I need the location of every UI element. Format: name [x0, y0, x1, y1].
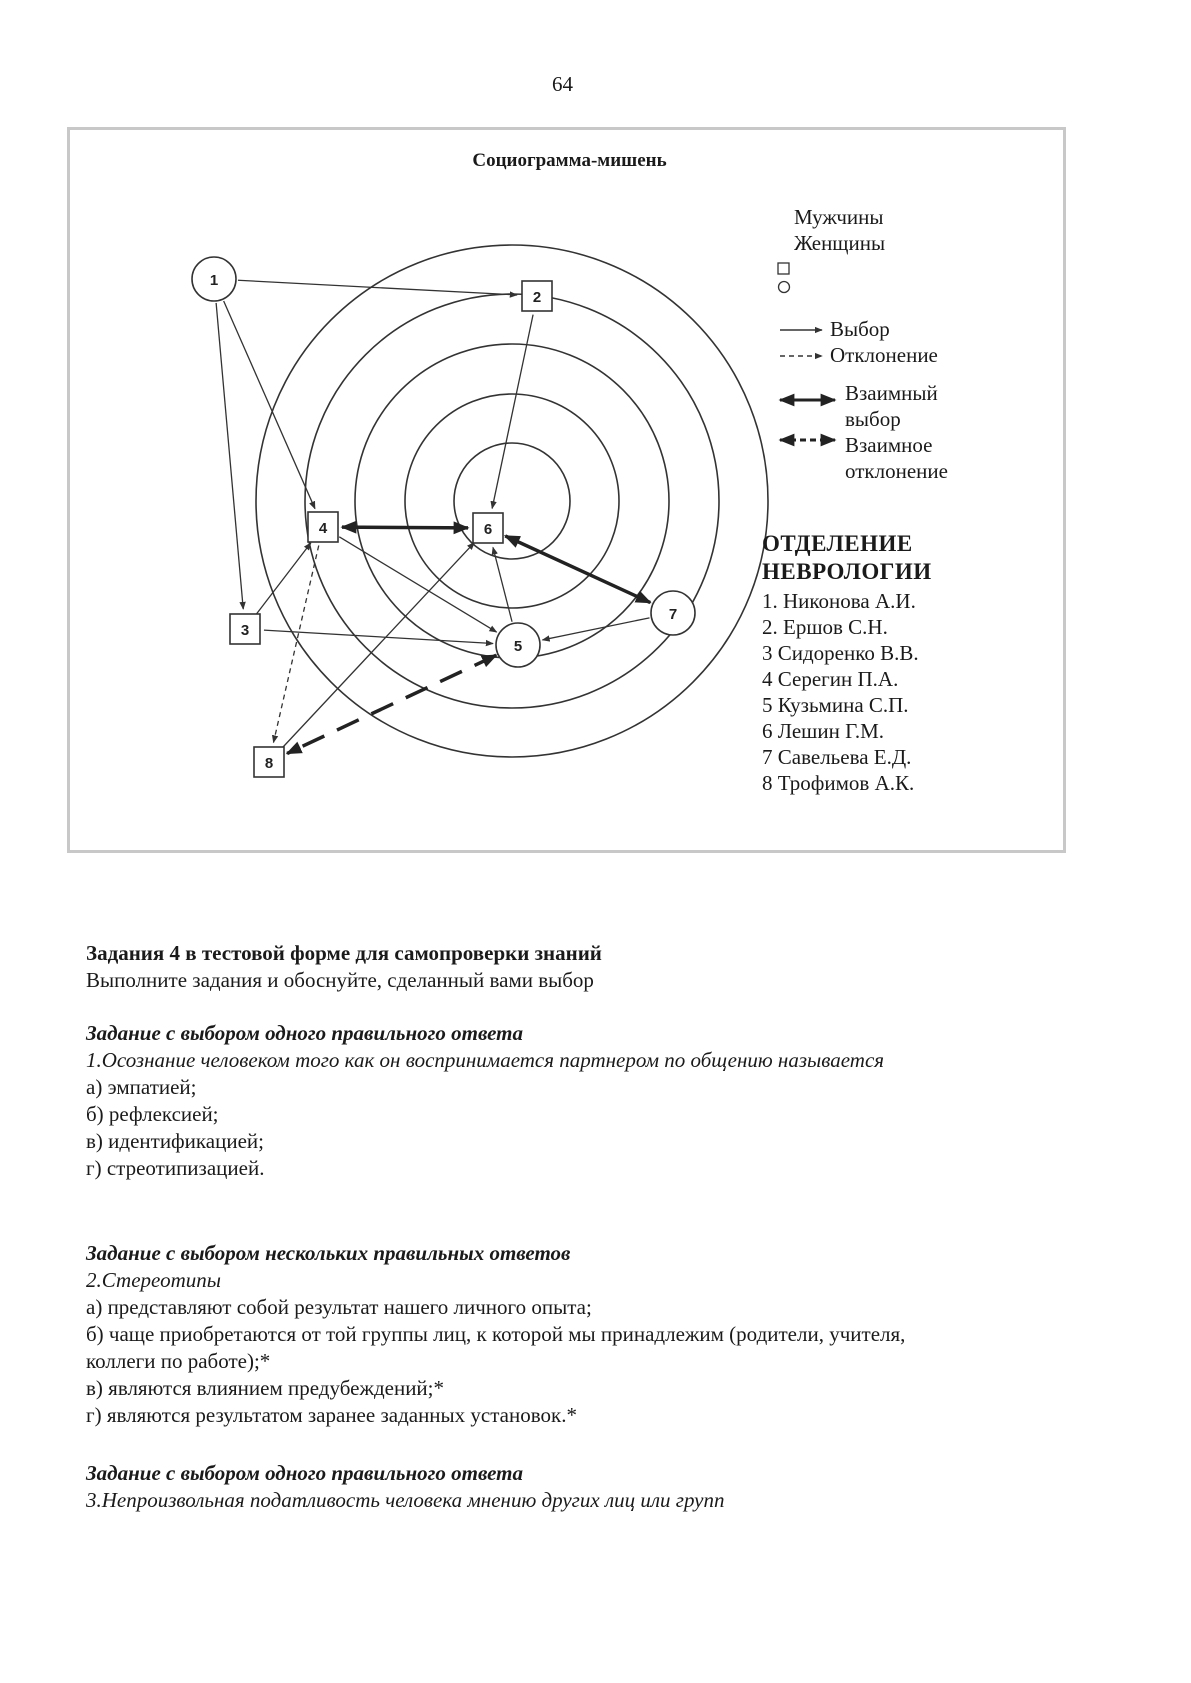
- task-1-question: 1.Осознание человеком того как он воспринимается партнером по общению называется: [86, 1048, 885, 1072]
- edge-8-6: [282, 543, 474, 749]
- section-header: [86, 940, 1086, 994]
- sociogram-svg: [70, 130, 1069, 856]
- member-item: 5 Кузьмина С.П.: [762, 693, 909, 717]
- legend-mutual-rejection-label-1: Взаимное: [845, 433, 933, 457]
- node-label: 5: [513, 638, 523, 655]
- edge-6-7: [505, 536, 650, 603]
- node-4: [308, 512, 338, 542]
- edge-1-4: [224, 301, 315, 509]
- target-rings: [256, 245, 768, 757]
- member-item: 1. Никонова А.И.: [762, 589, 916, 613]
- node-label: 8: [264, 755, 274, 772]
- figure-title: Социограмма-мишень: [472, 150, 667, 171]
- edge-layer: [216, 280, 650, 753]
- edge-1-3: [216, 303, 243, 609]
- node-layer: [192, 257, 695, 777]
- legend-rejection-label: Отклонение: [830, 343, 938, 367]
- node-5: [496, 623, 540, 667]
- edge-7-5: [542, 618, 649, 640]
- task-2-option: г) являются результатом заранее заданных установок.*: [86, 1403, 577, 1427]
- node-1: [192, 257, 236, 301]
- legend-symbols: [778, 263, 835, 440]
- task-2-option: б) чаще приобретаются от той группы лиц, к которой мы принадлежим (родители, учителя,: [86, 1322, 906, 1346]
- legend-men-label: Мужчины: [794, 205, 884, 229]
- task-3: [86, 1460, 1086, 1514]
- section-instruction: Выполните задания и обоснуйте, сделанный вами выбор: [86, 968, 594, 992]
- member-item: 2. Ершов С.Н.: [762, 615, 888, 639]
- node-2: [522, 281, 552, 311]
- task-1-option: г) стреотипизацией.: [86, 1156, 265, 1180]
- legend-men-symbol: [778, 263, 789, 274]
- legend-mutual-rejection-label-2: отклонение: [845, 459, 948, 483]
- task-1-option: б) рефлексией;: [86, 1102, 219, 1126]
- task-3-type: Задание с выбором одного правильного ответа: [86, 1461, 523, 1485]
- ring-1: [454, 443, 570, 559]
- node-3: [230, 614, 260, 644]
- task-1-option: а) эмпатией;: [86, 1075, 197, 1099]
- member-item: 7 Савельева Е.Д.: [762, 745, 912, 769]
- section-heading: Задания 4 в тестовой форме для самопроверки знаний: [86, 941, 602, 965]
- legend-mutual-choice-label-2: выбор: [845, 407, 901, 431]
- node-label: 3: [240, 622, 250, 639]
- member-item: 3 Сидоренко В.В.: [762, 641, 919, 665]
- department-title-line2: НЕВРОЛОГИИ: [762, 559, 932, 584]
- node-label: 6: [483, 521, 493, 538]
- task-3-question: 3.Непроизвольная податливость человека мнению других лиц или групп: [86, 1488, 725, 1512]
- member-item: 6 Лешин Г.М.: [762, 719, 885, 743]
- node-6: [473, 513, 503, 543]
- ring-5: [256, 245, 768, 757]
- task-1: [86, 1020, 1086, 1182]
- task-2-option: а) представляют собой результат нашего личного опыта;: [86, 1295, 592, 1319]
- department-title: [762, 530, 932, 586]
- legend-choice-label: Выбор: [830, 317, 890, 341]
- task-2-option: в) являются влиянием предубеждений;*: [86, 1376, 445, 1400]
- task-1-option: в) идентификацией;: [86, 1129, 264, 1153]
- task-2: [86, 1240, 1086, 1429]
- task-2-type: Задание с выбором нескольких правильных ответов: [86, 1241, 571, 1265]
- member-item: 8 Трофимов А.К.: [762, 771, 915, 795]
- task-1-type: Задание с выбором одного правильного ответа: [86, 1021, 523, 1045]
- node-8: [254, 747, 284, 777]
- task-2-option: коллеги по работе);*: [86, 1349, 271, 1373]
- node-7: [651, 591, 695, 635]
- edge-4-8: [273, 546, 318, 743]
- legend-women-label: Женщины: [794, 231, 886, 255]
- department-title-line1: ОТДЕЛЕНИЕ: [762, 531, 913, 556]
- sociogram-figure: [67, 127, 1066, 853]
- ring-2: [405, 394, 619, 608]
- member-list: [762, 588, 919, 796]
- node-label: 7: [668, 606, 678, 623]
- node-label: 2: [532, 289, 542, 306]
- legend-mutual-choice-label-1: Взаимный: [845, 381, 938, 405]
- ring-3: [355, 344, 669, 658]
- member-item: 4 Серегин П.А.: [762, 667, 899, 691]
- node-label: 4: [318, 520, 328, 537]
- edge-4-6: [342, 527, 468, 528]
- page-number: 64: [552, 72, 573, 96]
- edge-3-4: [257, 543, 311, 614]
- node-label: 1: [209, 272, 219, 289]
- legend-women-symbol: [779, 282, 790, 293]
- task-2-question: 2.Стереотипы: [86, 1268, 221, 1292]
